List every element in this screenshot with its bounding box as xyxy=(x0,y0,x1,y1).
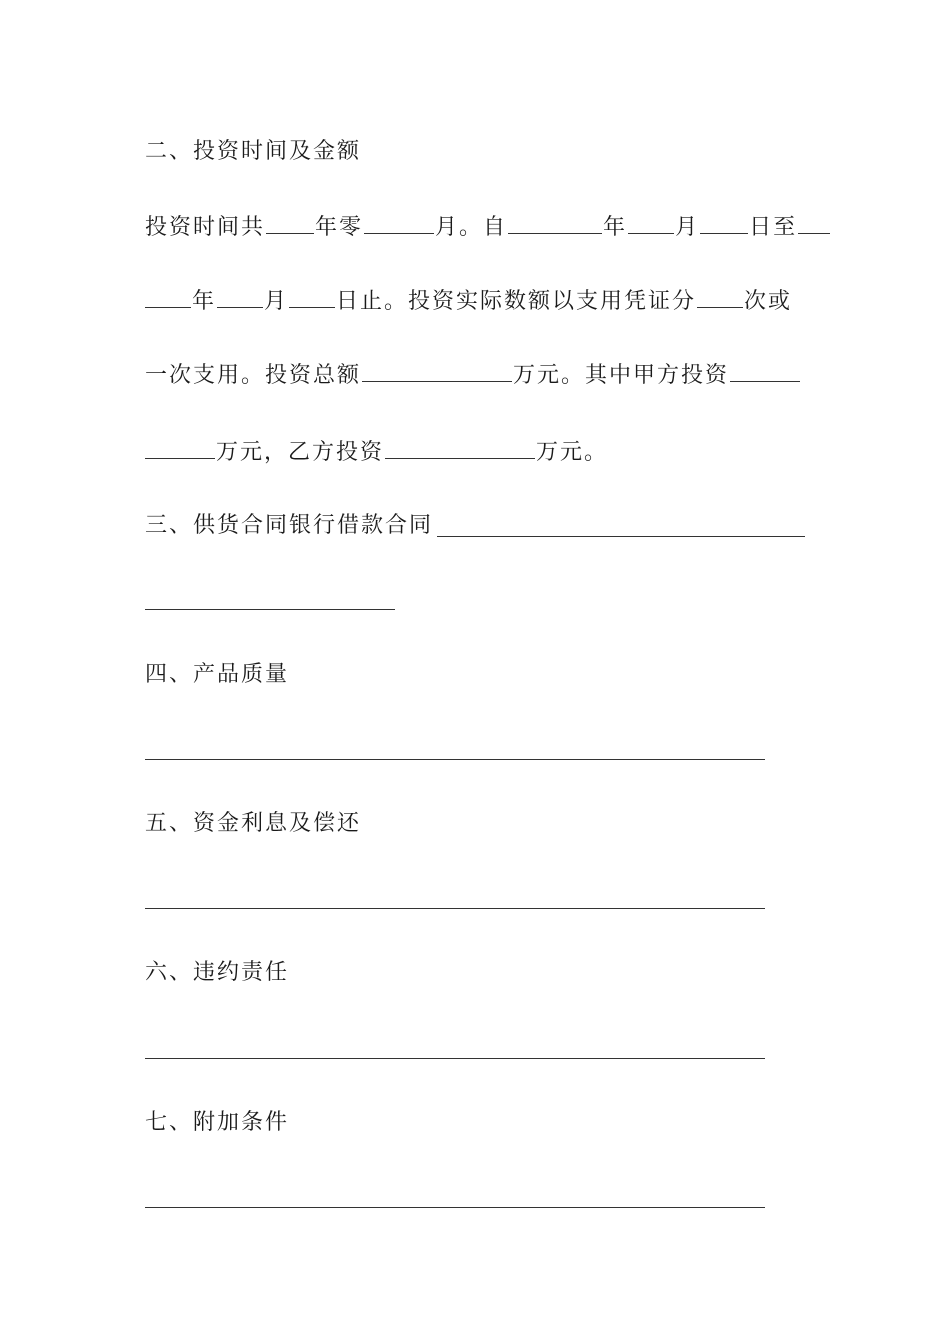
fill-blank[interactable] xyxy=(508,211,602,234)
text-segment: 投资时间共 xyxy=(145,215,266,240)
text-segment: 年 xyxy=(192,289,217,314)
paragraph-line-3 xyxy=(145,359,801,391)
section-2-heading: 二、投资时间及金额 xyxy=(145,139,362,164)
text-segment: 月 xyxy=(264,289,289,314)
fill-blank[interactable] xyxy=(145,908,765,909)
fill-blank[interactable] xyxy=(217,285,263,308)
fill-blank[interactable] xyxy=(145,759,765,760)
fill-blank[interactable] xyxy=(364,211,434,234)
text-segment: 年零 xyxy=(315,215,364,240)
text-segment: 日至 xyxy=(749,215,798,240)
text-segment: 万元。其中甲方投资 xyxy=(513,363,730,388)
fill-blank[interactable] xyxy=(730,359,800,382)
section-7-heading: 七、附加条件 xyxy=(145,1110,290,1135)
fill-blank[interactable] xyxy=(437,536,805,537)
fill-blank[interactable] xyxy=(628,211,674,234)
fill-blank[interactable] xyxy=(145,436,215,459)
fill-blank[interactable] xyxy=(798,211,830,234)
fill-blank[interactable] xyxy=(145,1058,765,1059)
text-segment: 万元。 xyxy=(536,440,609,465)
fill-blank[interactable] xyxy=(700,211,748,234)
fill-blank[interactable] xyxy=(145,285,191,308)
text-segment: 万元，乙方投资 xyxy=(216,440,385,465)
text-segment: 月 xyxy=(675,215,700,240)
paragraph-line-2 xyxy=(145,285,792,317)
section-4-heading: 四、产品质量 xyxy=(145,662,290,687)
fill-blank[interactable] xyxy=(697,285,743,308)
fill-blank[interactable] xyxy=(145,609,395,610)
section-6-heading: 六、违约责任 xyxy=(145,960,290,985)
fill-blank[interactable] xyxy=(266,211,314,234)
paragraph-line-4 xyxy=(145,436,608,468)
fill-blank[interactable] xyxy=(145,1207,765,1208)
fill-blank[interactable] xyxy=(289,285,335,308)
paragraph-line-1 xyxy=(145,211,831,243)
section-3-heading xyxy=(145,511,433,541)
text-segment: 日止。投资实际数额以支用凭证分 xyxy=(336,289,697,314)
fill-blank[interactable] xyxy=(385,436,535,459)
fill-blank[interactable] xyxy=(362,359,512,382)
text-segment: 一次支用。投资总额 xyxy=(145,363,362,388)
text-segment: 次或 xyxy=(744,289,793,314)
section-3-heading-text: 三、供货合同银行借款合同 xyxy=(145,513,434,538)
section-5-heading: 五、资金利息及偿还 xyxy=(145,811,362,836)
text-segment: 月。自 xyxy=(435,215,508,240)
text-segment: 年 xyxy=(603,215,628,240)
